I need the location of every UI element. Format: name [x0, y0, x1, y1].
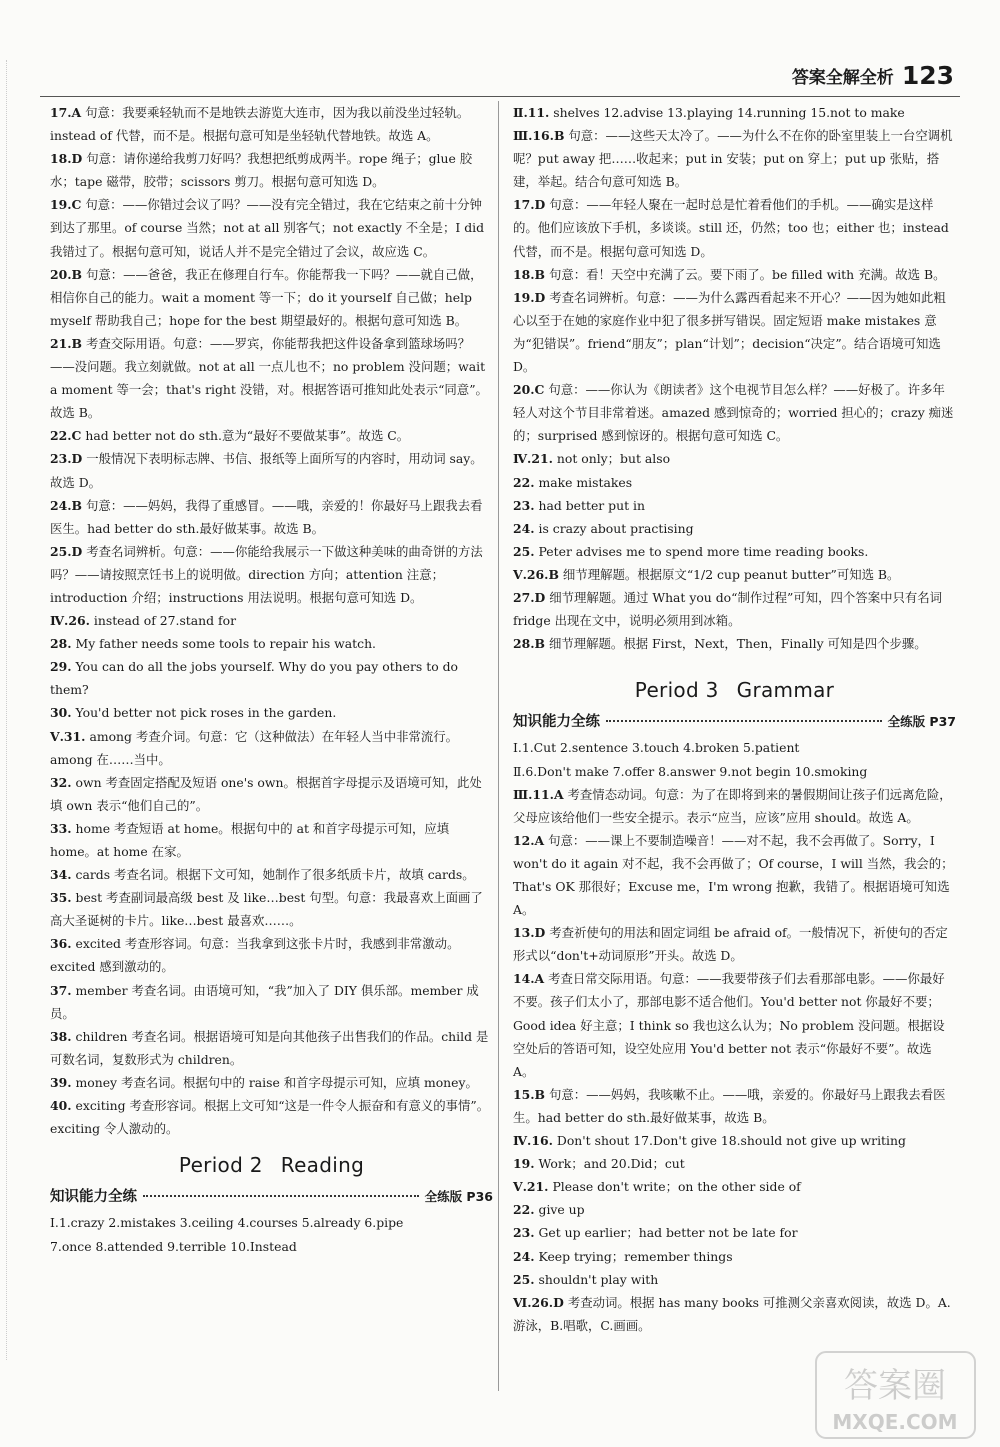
answer-item: [513, 829, 956, 921]
period2-title-name: Reading: [280, 1153, 365, 1178]
answer-number: 15.B: [513, 1086, 546, 1102]
answer-item: [513, 1152, 956, 1175]
margin-rule: [6, 60, 7, 1360]
answer-text: 句意：——你错过会议了吗？——没有完全错过，我在它结束之前十分钟到达了那里。of course 当然；not at all 别客气；not exactly 不全是；I did 我错过了。根据句意可知，说话人并不是完全错过了会议，故应选 C。: [50, 197, 485, 259]
column-divider: [498, 101, 499, 1391]
page-header: [792, 58, 954, 92]
answer-number: 24.B: [50, 497, 83, 513]
answer-item: [50, 771, 493, 817]
answer-item: [50, 886, 493, 932]
answer-text: 考查名词辨析。句意：——为什么露西看起来不开心？——因为她如此粗心以至于在她的家庭作业中犯了很多拼写错误。固定短语 make mistakes 意为“犯错误”。friend“朋友”；plan“计划”；decision“决定”。结合语境可知选 D。: [513, 289, 946, 375]
period3-title-name: Grammar: [736, 678, 835, 703]
answer-number: 24.: [513, 1248, 535, 1264]
answer-text: 句意：——课上不要制造噪音！——对不起，我不会再做了。Sorry，I won't do it again 对不起，我不会再做了；Of course，I will 当然，我会的；That's OK 那很好；Excuse me，I'm wrong 抱歉，我错了。根据语境可知选 A。: [513, 832, 954, 918]
answer-number: Ⅴ.31.: [50, 728, 86, 744]
answer-number: 38.: [50, 1028, 72, 1044]
answer-number: 23.: [513, 1225, 535, 1241]
answer-number: Ⅱ.11.: [513, 105, 550, 120]
answer-item: [513, 494, 956, 517]
answer-text: among 考查介词。句意：它（这种做法）在年轻人当中非常流行。among 在……当中。: [50, 728, 459, 767]
left-answer-list: [50, 101, 493, 1140]
answer-item: [513, 124, 956, 193]
answer-text: shouldn't play with: [538, 1271, 659, 1287]
answer-number: 35.: [50, 890, 72, 906]
answer-number: 28.: [50, 636, 72, 652]
answer-item: [50, 193, 493, 262]
answer-text: member 考查名词。由语境可知，“我”加入了 DIY 俱乐部。member 成员。: [50, 982, 479, 1021]
answer-text: shelves 12.advise 13.playing 14.running 15.not to make: [553, 105, 905, 120]
answer-item: [50, 1094, 493, 1140]
answer-number: 25.: [513, 543, 535, 559]
answer-number: Ⅴ.26.B: [513, 566, 559, 582]
answer-item: [513, 1198, 956, 1221]
period3-bar-label: 知识能力全练: [513, 714, 600, 731]
answer-number: 40.: [50, 1098, 72, 1114]
right-answer-list-a: [513, 101, 956, 655]
answer-number: 24.: [513, 520, 535, 536]
answer-number: 27.D: [513, 589, 546, 605]
answer-text: 考查名词辨析。句意：——你能给我展示一下做这种美味的曲奇饼的方法吗？——请按照烹饪书上的说明做。direction 方向；attention 注意；introduction 介绍；instructions 用法说明。根据句意可知选 D。: [50, 543, 483, 605]
answer-text: You'd better not pick roses in the garden.: [75, 705, 337, 721]
answer-number: 23.: [513, 497, 535, 513]
answer-item: [513, 586, 956, 632]
answer-item: [513, 1268, 956, 1291]
answer-text: 句意：我要乘轻轨而不是地铁去游览大连市，因为我以前没坐过轻轨。instead of 代替，而不是。根据句意可知是坐轻轨代替地铁。故选 A。: [50, 105, 470, 144]
answer-item: [513, 517, 956, 540]
answer-number: 19.C: [50, 197, 82, 213]
answer-number: 36.: [50, 936, 72, 952]
answer-number: 25.: [513, 1271, 535, 1287]
answer-item: [513, 563, 956, 586]
answer-text: 细节理解题。通过 What you do“制作过程”可知，四个答案中只有名词 fridge 出现在文中，说明必须用到冰箱。: [513, 589, 943, 629]
answer-number: 20.C: [513, 382, 545, 398]
answer-item: [50, 1071, 493, 1094]
answer-text: is crazy about practising: [538, 520, 694, 536]
answer-item: [513, 921, 956, 967]
answer-item: [513, 1175, 956, 1198]
answer-number: Ⅳ.16.: [513, 1133, 553, 1149]
period3-row: Ⅱ.6.Don't make 7.offer 8.answer 9.not begin 10.smoking: [513, 763, 868, 779]
answer-item: [50, 725, 493, 771]
period3-title: [513, 679, 956, 702]
answer-item: [50, 540, 493, 609]
answer-text: 考查动词。根据 has many books 可推测父亲喜欢阅读，故选 D。A.游泳，B.唱歌，C.画画。: [513, 1294, 951, 1333]
answer-item: [513, 540, 956, 563]
answer-text: Please don't write；on the other side of: [552, 1179, 801, 1195]
answer-text: exciting 考查形容词。根据上文可知“这是一件令人振奋和有意义的事情”。exciting 令人激动的。: [50, 1098, 490, 1137]
answer-number: 23.D: [50, 451, 83, 467]
answer-item: [50, 979, 493, 1025]
answer-number: 12.A: [513, 832, 545, 848]
answer-text: 句意：看！天空中充满了云。要下雨了。be filled with 充满。故选 B。: [548, 266, 946, 282]
header-title: 答案全解全析: [791, 67, 894, 88]
answer-text: 细节理解题。根据原文“1/2 cup peanut butter”可知选 B。: [562, 566, 900, 582]
answer-number: 29.: [50, 659, 72, 675]
answer-text: 考查情态动词。句意：为了在即将到来的暑假期间让孩子们远离危险，父母应该给他们一些安全提示。表示“应当，应该”应用 should。故选 A。: [513, 786, 952, 825]
answer-text: Get up earlier；had better not be late for: [538, 1225, 798, 1241]
answer-number: 22.: [513, 474, 535, 490]
answer-text: My father needs some tools to repair his watch.: [75, 636, 376, 652]
answer-text: 句意：——妈妈，我咳嗽不止。——哦，亲爱的。你最好马上跟我去看医生。had better do sth.最好做某事，故选 B。: [513, 1086, 946, 1125]
answer-number: 21.B: [50, 335, 83, 351]
period2-row: Ⅰ.1.crazy 2.mistakes 3.ceiling 4.courses 5.already 6.pipe: [50, 1215, 404, 1231]
answer-number: 14.A: [513, 971, 545, 987]
period3-bar-ref: 全练版 P37: [887, 714, 956, 730]
answer-text: Work；and 20.Did；cut: [538, 1156, 685, 1172]
answer-text: 句意：——妈妈，我得了重感冒。——哦，亲爱的！你最好马上跟我去看医生。had better do sth.最好做某事。故选 B。: [50, 497, 483, 536]
answer-item: [50, 447, 493, 493]
answer-text: excited 考查形容词。句意：当我拿到这张卡片时，我感到非常激动。excited 感到激动的。: [50, 936, 460, 975]
answer-number: 19.D: [513, 289, 546, 305]
answer-item: [513, 378, 956, 447]
watermark-text-top: 答案圈: [844, 1366, 946, 1406]
answer-text: money 考查名词。根据句中的 raise 和首字母提示可知，应填 money。: [75, 1074, 478, 1090]
answer-number: 34.: [50, 867, 72, 883]
answer-number: 13.D: [513, 925, 546, 941]
answer-number: Ⅴ.21.: [513, 1179, 549, 1195]
answer-item: [513, 193, 956, 262]
answer-item: [50, 701, 493, 724]
answer-text: give up: [538, 1202, 585, 1218]
answer-item: [513, 632, 956, 655]
answer-item: [50, 147, 493, 193]
answer-item: [50, 863, 493, 886]
period3-title-number: Period 3: [634, 678, 719, 703]
period2-row: 7.once 8.attended 9.terrible 10.Instead: [50, 1238, 297, 1254]
watermark-logo: [813, 1349, 978, 1441]
answer-number: 25.D: [50, 543, 83, 559]
period2-bar-ref: 全练版 P36: [424, 1189, 493, 1205]
answer-text: cards 考查名词。根据下文可知，她制作了很多纸质卡片，故填 cards。: [75, 867, 475, 883]
answer-number: Ⅵ.26.D: [513, 1294, 564, 1310]
page-number: 123: [901, 60, 954, 90]
answer-item: [513, 101, 956, 124]
answer-number: 17.D: [513, 197, 546, 213]
answer-text: 考查交际用语。句意：——罗宾，你能帮我把这件设备拿到篮球场吗？——没问题。我立刻就做。not at all 一点儿也不；no problem 没问题；wait a moment 等一会；that's right 没错，对。根据答语可推知此处表示“同意”。故选 B。: [50, 335, 488, 421]
answer-text: had better not do sth.意为“最好不要做某事”。故选 C。: [85, 428, 410, 444]
period2-section-bar: [50, 1185, 493, 1209]
left-column: [50, 101, 493, 1258]
answer-text: children 考查名词。根据语境可知是向其他孩子出售我们的作品。child 是可数名词，复数形式为 children。: [50, 1028, 489, 1067]
answer-item: [513, 783, 956, 829]
leader-dots: [606, 720, 882, 722]
answer-number: Ⅳ.21.: [513, 451, 553, 467]
period3-section-bar: [513, 710, 956, 734]
leader-dots: [143, 1195, 419, 1197]
answer-text: home 考查短语 at home。根据句中的 at 和首字母提示可知，应填 home。at home 在家。: [50, 820, 450, 859]
answer-text: Peter advises me to spend more time reading books.: [538, 543, 869, 559]
answer-number: 20.B: [50, 266, 83, 282]
answer-text: 一般情况下表明标志牌、书信、报纸等上面所写的内容时，用动词 say。故选 D。: [50, 451, 483, 490]
answer-number: Ⅲ.11.A: [513, 786, 564, 802]
answer-item: [513, 1221, 956, 1244]
answer-number: 19.: [513, 1156, 535, 1172]
answer-text: Keep trying；remember things: [538, 1248, 733, 1264]
answer-text: 考查祈使句的用法和固定词组 be afraid of。一般情况下，祈使句的否定形式以“don't+动词原形”开头。故选 D。: [513, 925, 948, 964]
answer-number: 33.: [50, 820, 72, 836]
answer-text: 句意：——年轻人聚在一起时总是忙着看他们的手机。——确实是这样的。他们应该放下手机，多谈谈。still 还，仍然；too 也；either 也；instead 代替，而不是。根据句意可知选 D。: [513, 197, 949, 259]
answer-number: 28.B: [513, 636, 546, 652]
answer-text: 考查日常交际用语。句意：——我要带孩子们去看那部电影。——你最好不要。孩子们太小了，那部电影不适合他们。You'd better not 你最好不要；Good idea 好主意；I think so 我也这么认为；No problem 没问题。根据设空处后的答语可知，设空处应用 You'd better not 表示“你最好不要”。故选 A。: [513, 971, 945, 1079]
answer-text: You can do all the jobs yourself. Why do you pay others to do them?: [50, 659, 458, 698]
answer-item: [513, 1245, 956, 1268]
answer-item: [513, 1083, 956, 1129]
answer-number: 39.: [50, 1074, 72, 1090]
answer-item: [50, 332, 493, 424]
answer-number: 30.: [50, 705, 72, 721]
answer-number: 32.: [50, 774, 72, 790]
answer-item: [50, 263, 493, 332]
answer-text: instead of 27.stand for: [93, 613, 236, 629]
answer-item: [513, 1129, 956, 1152]
period2-title-number: Period 2: [178, 1153, 263, 1178]
answer-item: [513, 471, 956, 494]
answer-text: 句意：请你递给我剪刀好吗？我想把纸剪成两半。rope 绳子；glue 胶水；tape 磁带，胶带；scissors 剪刀。根据句意可知选 D。: [50, 151, 473, 190]
answer-item: [513, 447, 956, 470]
answer-number: 37.: [50, 982, 72, 998]
right-column: [513, 101, 956, 1337]
period2-title: [50, 1154, 493, 1177]
answer-item: [50, 932, 493, 978]
watermark-text-bottom: MXQE.COM: [832, 1410, 958, 1434]
period2-bar-label: 知识能力全练: [50, 1189, 137, 1206]
right-answer-list-b: [513, 783, 956, 1337]
answer-text: 句意：——爸爸，我正在修理自行车。你能帮我一下吗？——就自己做，相信你自己的能力。wait a moment 等一下；do it yourself 自己做；help myself 帮助我自己；hope for the best 期望最好的。根据句意可知选 B。: [50, 266, 483, 328]
answer-text: not only；but also: [556, 451, 671, 467]
answer-text: own 考查固定搭配及短语 one's own。根据首字母提示及语境可知，此处填 own 表示“他们自己的”。: [50, 774, 482, 813]
answer-text: 句意：——这些天太冷了。——为什么不在你的卧室里装上一台空调机呢？put away 把……收起来；put in 安装；put on 穿上；put up 张贴，搭建，举起。结合句意可知选 B。: [513, 128, 953, 190]
answer-text: Don't shout 17.Don't give 18.should not give up writing: [556, 1133, 906, 1149]
answer-item: [513, 967, 956, 1082]
answer-item: [50, 655, 493, 701]
answer-number: Ⅲ.16.B: [513, 128, 565, 144]
answer-number: 22.C: [50, 428, 82, 444]
answer-text: 句意：——你认为《朗读者》这个电视节目怎么样？——好极了。许多年轻人对这个节目非常着迷。amazed 感到惊奇的；worried 担心的；crazy 痴迷的；surprised 感到惊讶的。根据句意可知选 C。: [513, 382, 954, 444]
answer-item: [50, 609, 493, 632]
answer-item: [513, 286, 956, 378]
answer-item: [50, 632, 493, 655]
answer-item: [50, 817, 493, 863]
answer-text: make mistakes: [538, 474, 633, 490]
header-rule: [40, 96, 960, 97]
answer-item: [50, 494, 493, 540]
answer-text: best 考查副词最高级 best 及 like…best 句型。句意：我最喜欢上面画了高大圣诞树的卡片。like…best 最喜欢……。: [50, 890, 483, 929]
answer-item: [50, 1025, 493, 1071]
answer-text: 细节理解题。根据 First，Next，Then，Finally 可知是四个步骤。: [548, 636, 927, 652]
answer-number: 18.D: [50, 151, 83, 167]
answer-number: 18.B: [513, 266, 546, 282]
answer-item: [50, 101, 493, 147]
period3-row: Ⅰ.1.Cut 2.sentence 3.touch 4.broken 5.patient: [513, 740, 800, 756]
answer-number: 17.A: [50, 105, 82, 120]
answer-item: [513, 263, 956, 286]
answer-number: Ⅳ.26.: [50, 613, 90, 629]
answer-text: had better put in: [538, 497, 645, 513]
answer-item: [50, 424, 493, 447]
answer-number: 22.: [513, 1202, 535, 1218]
answer-item: [513, 1291, 956, 1337]
